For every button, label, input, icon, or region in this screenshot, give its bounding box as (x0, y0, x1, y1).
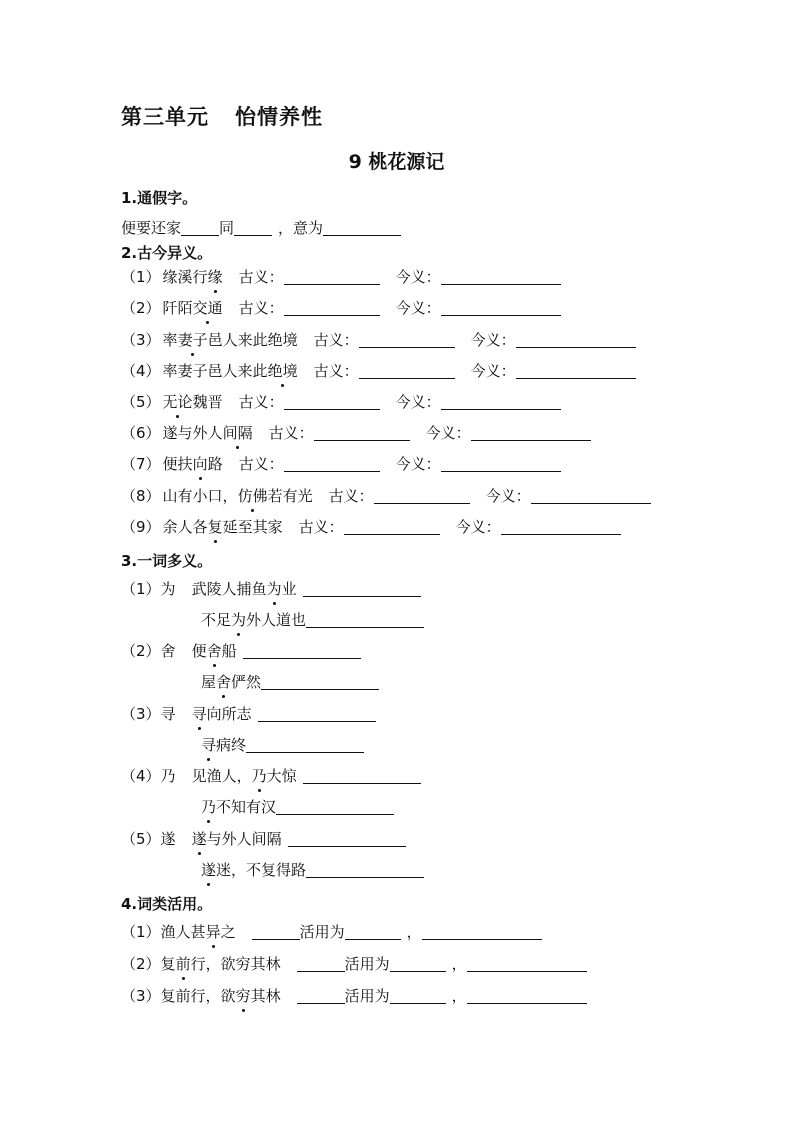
answer-blank[interactable] (441, 268, 561, 285)
section-heading-tongjiazi: 1.通假字。 (121, 189, 198, 207)
emphasized-word: 寻 (201, 736, 217, 754)
emphasized-word: 异 (205, 923, 221, 941)
answer-blank[interactable] (471, 424, 591, 441)
answer-blank[interactable] (243, 642, 361, 659)
answer-blank[interactable] (345, 923, 401, 940)
answer-blank[interactable] (441, 393, 561, 410)
gujin-item: （3） 率妻子邑人来此绝境 古义： 今义： (121, 329, 636, 350)
polysemy-line: 乃不知有汉 (201, 796, 394, 817)
emphasized-word: 舍 (216, 673, 232, 691)
polysemy-line: （3）寻 寻向所志 (121, 703, 376, 724)
answer-blank[interactable] (441, 299, 561, 316)
answer-blank[interactable] (441, 455, 561, 472)
polysemy-line: （2）舍 便舍船 (121, 640, 361, 661)
gujin-item: （5） 无论魏晋 古义： 今义： (121, 391, 561, 412)
emphasized-word: 妻子 (177, 331, 208, 349)
emphasized-word: 仿佛 (237, 487, 268, 505)
gujin-item: （9） 余人各复延至其家 古义： 今义： (121, 516, 621, 537)
answer-blank[interactable] (422, 923, 542, 940)
gujin-item: （7） 便扶向路 古义： 今义： (121, 453, 561, 474)
answer-blank[interactable] (306, 611, 424, 628)
answer-blank[interactable] (374, 487, 470, 504)
tongjiazi-line: 便要还家 同 ，意为 (121, 217, 401, 238)
answer-blank[interactable] (306, 861, 424, 878)
polysemy-line: （4）乃 见渔人，乃大惊 (121, 765, 421, 786)
emphasized-word: 寻 (191, 705, 207, 723)
answer-blank[interactable] (390, 987, 446, 1004)
emphasized-word: 交通 (192, 299, 223, 317)
answer-blank[interactable] (344, 518, 440, 535)
gujin-item: （6） 遂与外人间隔 古义： 今义： (121, 422, 591, 443)
polysemy-line: （5）遂 遂与外人间隔 (121, 828, 406, 849)
answer-blank[interactable] (467, 987, 587, 1004)
gujin-item: （8） 山有小口，仿佛若有光 古义： 今义： (121, 485, 651, 506)
unit-title (121, 101, 323, 131)
answer-blank[interactable] (359, 331, 455, 348)
emphasized-word: 乃 (201, 798, 217, 816)
lesson-title: 9 桃花源记 (348, 151, 445, 173)
emphasized-word: 舍 (206, 642, 222, 660)
answer-blank[interactable] (246, 736, 364, 753)
emphasized-word: 复 (207, 518, 223, 536)
answer-blank[interactable] (234, 219, 272, 236)
unit-label: 第三单元 (121, 105, 209, 129)
answer-blank[interactable] (284, 268, 380, 285)
answer-blank[interactable] (359, 362, 455, 379)
emphasized-word: 绝境 (267, 362, 298, 380)
section-heading-cileihuoyong: 4.词类活用。 (121, 895, 213, 913)
emphasized-word: 为 (266, 580, 282, 598)
answer-blank[interactable] (181, 219, 219, 236)
answer-blank[interactable] (467, 955, 587, 972)
answer-blank[interactable] (516, 331, 636, 348)
gujin-item: （4） 率妻子邑人来此绝境 古义： 今义： (121, 360, 636, 381)
answer-blank[interactable] (284, 393, 380, 410)
emphasized-word: 缘 (207, 268, 223, 286)
answer-blank[interactable] (276, 798, 394, 815)
section-heading-yiciduoyi: 3.一词多义。 (121, 552, 213, 570)
answer-blank[interactable] (314, 424, 410, 441)
part-of-speech-item: （1）渔人甚异之 活用为 ， (121, 921, 542, 942)
answer-blank[interactable] (258, 705, 376, 722)
answer-blank[interactable] (261, 673, 379, 690)
gujin-item: （2） 阡陌交通 古义： 今义： (121, 297, 561, 318)
answer-blank[interactable] (501, 518, 621, 535)
unit-theme: 怡情养性 (235, 105, 323, 129)
answer-blank[interactable] (252, 923, 300, 940)
gujin-item: （1） 缘溪行缘 古义： 今义： (121, 266, 561, 287)
answer-blank[interactable] (303, 767, 421, 784)
polysemy-line: 寻病终 (201, 734, 364, 755)
answer-blank[interactable] (303, 580, 421, 597)
emphasized-word: 遂 (191, 830, 207, 848)
polysemy-line: 不足为外人道也 (201, 609, 424, 630)
answer-blank[interactable] (531, 487, 651, 504)
polysemy-line: 遂迷，不复得路 (201, 859, 424, 880)
section-heading-gujinyiyi: 2.古今异义。 (121, 244, 213, 262)
emphasized-word: 乃 (251, 767, 267, 785)
answer-blank[interactable] (284, 299, 380, 316)
part-of-speech-item: （3）复前行，欲穷其林 活用为 ， (121, 985, 587, 1006)
emphasized-word: 为 (231, 611, 247, 629)
answer-blank[interactable] (297, 955, 345, 972)
answer-blank[interactable] (284, 455, 380, 472)
polysemy-line: （1）为 武陵人捕鱼为业 (121, 578, 421, 599)
answer-blank[interactable] (288, 830, 406, 847)
answer-blank[interactable] (297, 987, 345, 1004)
emphasized-word: 穷 (235, 987, 251, 1005)
polysemy-line: 屋舍俨然 (201, 671, 379, 692)
part-of-speech-item: （2）复前行，欲穷其林 活用为 ， (121, 953, 587, 974)
answer-blank[interactable] (323, 219, 401, 236)
answer-blank[interactable] (516, 362, 636, 379)
answer-blank[interactable] (390, 955, 446, 972)
emphasized-word: 前 (175, 955, 191, 973)
emphasized-word: 间隔 (222, 424, 253, 442)
emphasized-word: 向 (192, 455, 208, 473)
emphasized-word: 遂 (201, 861, 217, 879)
emphasized-word: 无论 (162, 393, 193, 411)
